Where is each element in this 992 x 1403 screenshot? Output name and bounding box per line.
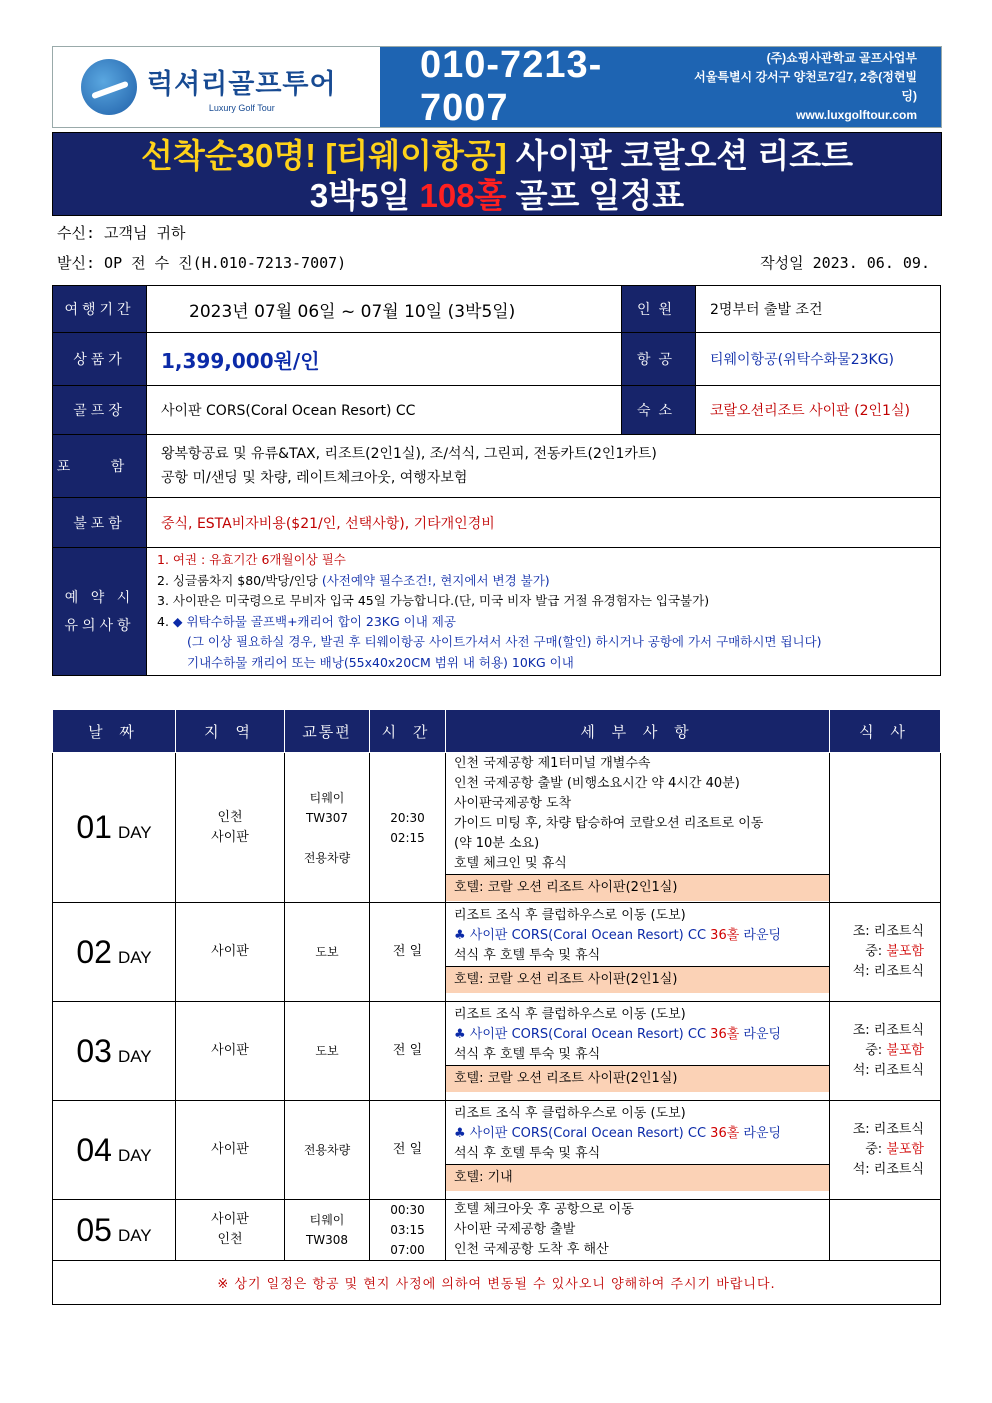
- travel-period: 2023년 07월 06일 ~ 07월 10일 (3박5일): [147, 286, 622, 333]
- footer-note: ※ 상기 일정은 항공 및 현지 사정에 의하여 변동될 수 있사오니 양해하여 주시기 바랍니다.: [53, 1261, 941, 1305]
- col-meals: 식 사: [830, 710, 941, 753]
- table-row: [53, 1200, 941, 1261]
- region-cell: 인천 사이판: [176, 753, 285, 903]
- accommodation-label: 숙소: [622, 386, 696, 435]
- meal-cell: [830, 1200, 941, 1261]
- contact-area: [380, 44, 941, 129]
- region-cell: 사이판 인천: [176, 1200, 285, 1261]
- table-row: [53, 1101, 941, 1200]
- transport-cell: 전용차량: [285, 1101, 370, 1200]
- company-address: 서울특별시 강서구 양천로7길7, 2층(정현빌딩): [694, 70, 917, 103]
- golf-round: ♣ 사이판 CORS(Coral Ocean Resort) CC 36홀 라운딩: [454, 928, 782, 943]
- golf-course-label: 골프장: [53, 386, 147, 435]
- excluded-items: 중식, ESTA비자비용($21/인, 선택사항), 기타개인경비: [147, 498, 941, 548]
- hotel-info: 호텔: 기내: [446, 1164, 829, 1191]
- itinerary-table: [52, 709, 941, 1305]
- time-cell: 00:30 03:15 07:00: [370, 1200, 446, 1261]
- transport-cell: 도보: [285, 903, 370, 1002]
- col-date: 날 짜: [53, 710, 176, 753]
- booking-notes: 1. 여권 : 유효기간 6개월이상 필수 2. 싱글룸차지 $80/박당/인당 (사전예약 필수조건!, 현지에서 변경 불가) 3. 사이판은 미국령으로 무비자 입국 45일 가능합니다.(단, 미국 비자 발급 거절 유경험자는 입국불가) 4. ◆ 위탁수하물 골프백+캐리어 합이 23KG 이내 제공 (그 이상 필요하실 경우, 발권 후 티웨이항공 사이트가셔서 사전 구매(할인) 하시거나 공항에 가서 구매하시면 됩니다) 기내수하물 캐리어 또는 배낭(55x40x20CM 범위 내 허용) 10KG 이내: [147, 548, 941, 676]
- details-cell: 리조트 조식 후 클럽하우스로 이동 (도보) ♣ 사이판 CORS(Coral Ocean Resort) CC 36홀 라운딩 석식 후 호텔 투숙 및 휴식 호텔: 기내: [446, 1101, 830, 1200]
- meal-cell: [830, 753, 941, 903]
- created-date: 작성일 2023. 06. 09.: [760, 254, 930, 272]
- title-highlight: 선착순30명! [티웨이항공]: [140, 137, 507, 174]
- trip-info-table: [52, 285, 941, 676]
- brand-subtitle: Luxury Golf Tour: [208, 102, 275, 113]
- details-cell: 인천 국제공항 제1터미널 개별수속 인천 국제공항 출발 (비행소요시간 약 4시간 40분) 사이판국제공항 도착 가이드 미팅 후, 차량 탑승하여 코랄오션 리조트로 이동 (약 10분 소요) 호텔 체크인 및 휴식 호텔: 코랄 오션 리조트 사이판(2인1실): [446, 753, 830, 903]
- hotel-info: 호텔: 코랄 오션 리조트 사이판(2인1실): [446, 966, 829, 993]
- table-row: [53, 1002, 941, 1101]
- meal-cell: 조: 리조트식 중: 불포함 석: 리조트식: [830, 1002, 941, 1101]
- meal-cell: 조: 리조트식 중: 불포함 석: 리조트식: [830, 903, 941, 1002]
- region-cell: 사이판: [176, 1002, 285, 1101]
- day-cell: 04 DAY: [53, 1101, 176, 1200]
- company-name: (주)쇼핑사관학교 골프사업부: [766, 51, 917, 65]
- time-cell: 20:30 02:15: [370, 753, 446, 903]
- time-cell: 전 일: [370, 903, 446, 1002]
- period-label: 여행기간: [53, 286, 147, 333]
- phone-number: 010-7213-7007: [420, 44, 603, 129]
- details-cell: 리조트 조식 후 클럽하우스로 이동 (도보) ♣ 사이판 CORS(Coral Ocean Resort) CC 36홀 라운딩 석식 후 호텔 투숙 및 휴식 호텔: 코랄 오션 리조트 사이판(2인1실): [446, 903, 830, 1002]
- golf-course: 사이판 CORS(Coral Ocean Resort) CC: [147, 386, 622, 435]
- time-cell: 전 일: [370, 1101, 446, 1200]
- holes-count: 108홀: [419, 177, 507, 214]
- col-time: 시 간: [370, 710, 446, 753]
- table-row: [53, 753, 941, 903]
- included-items: 왕복항공료 및 유류&TAX, 리조트(2인1실), 조/석식, 그린피, 전동카트(2인1카트) 공항 미/샌딩 및 차량, 레이트체크아웃, 여행자보험: [147, 435, 941, 498]
- sender: 발신: OP 전 수 진(H.010-7213-7007): [57, 254, 347, 272]
- col-region: 지 역: [176, 710, 285, 753]
- day-cell: 03 DAY: [53, 1002, 176, 1101]
- price-label: 상품가: [53, 333, 147, 386]
- hotel-info: 호텔: 코랄 오션 리조트 사이판(2인1실): [446, 874, 829, 901]
- excluded-label: 불포함: [53, 498, 147, 548]
- transport-cell: 티웨이 TW308: [285, 1200, 370, 1261]
- table-row: [53, 903, 941, 1002]
- people-condition: 2명부터 출발 조건: [696, 286, 941, 333]
- day-cell: 02 DAY: [53, 903, 176, 1002]
- transport-cell: 도보: [285, 1002, 370, 1101]
- included-label: 포 함: [53, 435, 147, 498]
- website: www.luxgolftour.com: [796, 108, 917, 122]
- airplane-logo-icon: [81, 59, 137, 115]
- recipient: 수신: 고객님 귀하: [57, 224, 186, 242]
- time-cell: 전 일: [370, 1002, 446, 1101]
- col-transport: 교통편: [285, 710, 370, 753]
- day-cell: 01 DAY: [53, 753, 176, 903]
- accommodation: 코랄오션리조트 사이판 (2인1실): [696, 386, 941, 435]
- golf-round: ♣ 사이판 CORS(Coral Ocean Resort) CC 36홀 라운딩: [454, 1126, 782, 1141]
- brand-name: 럭셔리골프투어: [147, 68, 337, 99]
- airline-label: 항공: [622, 333, 696, 386]
- header-banner: [52, 46, 942, 128]
- meal-cell: 조: 리조트식 중: 불포함 석: 리조트식: [830, 1101, 941, 1200]
- price: 1,399,000원/인: [147, 333, 622, 386]
- details-cell: 호텔 체크아웃 후 공항으로 이동 사이판 국제공항 출발 인천 국제공항 도착 후 해산: [446, 1200, 830, 1261]
- booking-notes-label: 예 약 시 유의사항: [53, 548, 147, 676]
- hotel-info: 호텔: 코랄 오션 리조트 사이판(2인1실): [446, 1065, 829, 1092]
- region-cell: 사이판: [176, 903, 285, 1002]
- page-title: 선착순30명! [티웨이항공] 사이판 코랄오션 리조트 3박5일 108홀 골프 일정표: [52, 132, 942, 216]
- transport-cell: 티웨이 TW307 전용차량: [285, 753, 370, 903]
- people-label: 인원: [622, 286, 696, 333]
- day-cell: 05 DAY: [53, 1200, 176, 1261]
- golf-round: ♣ 사이판 CORS(Coral Ocean Resort) CC 36홀 라운딩: [454, 1027, 782, 1042]
- details-cell: 리조트 조식 후 클럽하우스로 이동 (도보) ♣ 사이판 CORS(Coral Ocean Resort) CC 36홀 라운딩 석식 후 호텔 투숙 및 휴식 호텔: 코랄 오션 리조트 사이판(2인1실): [446, 1002, 830, 1101]
- brand-area: [53, 47, 380, 127]
- region-cell: 사이판: [176, 1101, 285, 1200]
- col-details: 세 부 사 항: [446, 710, 830, 753]
- airline: 티웨이항공(위탁수화물23KG): [696, 333, 941, 386]
